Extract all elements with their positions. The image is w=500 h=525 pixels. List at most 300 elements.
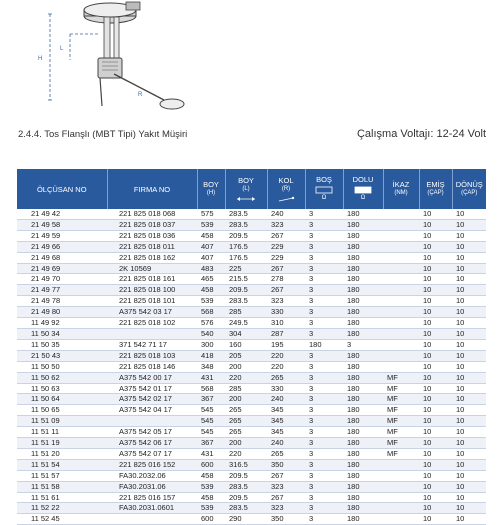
table-cell: 265 bbox=[225, 405, 267, 416]
table-cell: 3 bbox=[305, 514, 343, 525]
header-bos: BOŞ Ω bbox=[305, 169, 343, 209]
table-cell: 3 bbox=[305, 503, 343, 514]
table-cell: 345 bbox=[267, 405, 305, 416]
table-cell: 348 bbox=[197, 361, 225, 372]
table-cell bbox=[383, 492, 419, 503]
table-cell: 240 bbox=[267, 209, 305, 219]
table-cell: 10 bbox=[419, 361, 452, 372]
voltage-note: Çalışma Voltajı: 12-24 Volt bbox=[356, 128, 486, 140]
table-cell: 458 bbox=[197, 492, 225, 503]
table-cell: 285 bbox=[225, 383, 267, 394]
table-cell bbox=[383, 230, 419, 241]
table-cell: MF bbox=[383, 394, 419, 405]
table-cell: 265 bbox=[267, 372, 305, 383]
table-row bbox=[17, 274, 486, 285]
table-cell: 431 bbox=[197, 372, 225, 383]
table-cell: 11 50 64 bbox=[17, 394, 107, 405]
table-cell: 180 bbox=[343, 274, 383, 285]
table-cell: 3 bbox=[305, 427, 343, 438]
table-cell: 180 bbox=[343, 219, 383, 230]
table-cell: 3 bbox=[305, 318, 343, 329]
table-cell: 180 bbox=[343, 405, 383, 416]
table-cell: 10 bbox=[452, 492, 486, 503]
table-cell: 458 bbox=[197, 470, 225, 481]
table-cell: 10 bbox=[452, 459, 486, 470]
table-cell: 10 bbox=[419, 438, 452, 449]
table-cell: 10 bbox=[452, 481, 486, 492]
table-row bbox=[17, 405, 486, 416]
table-cell: 180 bbox=[343, 307, 383, 318]
table-cell: 221 825 018 102 bbox=[107, 318, 197, 329]
table-cell: 267 bbox=[267, 285, 305, 296]
table-cell: 209.5 bbox=[225, 492, 267, 503]
table-cell: 10 bbox=[419, 339, 452, 350]
table-cell: 407 bbox=[197, 241, 225, 252]
table-cell: 180 bbox=[343, 285, 383, 296]
header-olcusan-no: ÖLÇÜSAN NO bbox=[17, 169, 107, 209]
table-cell: 323 bbox=[267, 296, 305, 307]
full-tank-icon bbox=[354, 186, 372, 194]
table-cell: 220 bbox=[267, 361, 305, 372]
table-cell: 283.5 bbox=[225, 296, 267, 307]
table-row bbox=[17, 230, 486, 241]
table-cell: 10 bbox=[452, 394, 486, 405]
table-cell: 278 bbox=[267, 274, 305, 285]
table-cell: 10 bbox=[452, 252, 486, 263]
table-cell: 10 bbox=[419, 492, 452, 503]
table-cell: 180 bbox=[343, 328, 383, 339]
table-cell: 316.5 bbox=[225, 459, 267, 470]
table-row bbox=[17, 328, 486, 339]
table-cell: 21 49 70 bbox=[17, 274, 107, 285]
table-cell: A375 542 01 17 bbox=[107, 383, 197, 394]
table-row bbox=[17, 318, 486, 329]
table-cell: 221 825 018 068 bbox=[107, 209, 197, 219]
table-row bbox=[17, 383, 486, 394]
table-cell: 11 51 11 bbox=[17, 427, 107, 438]
table-cell: 10 bbox=[419, 296, 452, 307]
table-cell: 10 bbox=[419, 318, 452, 329]
table-cell: 10 bbox=[419, 285, 452, 296]
table-cell: 545 bbox=[197, 416, 225, 427]
table-cell: FA30.2031.0601 bbox=[107, 503, 197, 514]
table-cell: 180 bbox=[343, 470, 383, 481]
table-cell: 180 bbox=[343, 361, 383, 372]
table-cell: 3 bbox=[305, 219, 343, 230]
table-row bbox=[17, 252, 486, 263]
table-cell: 225 bbox=[225, 263, 267, 274]
table-cell: 176.5 bbox=[225, 252, 267, 263]
svg-text:H: H bbox=[38, 56, 43, 62]
table-cell: 10 bbox=[452, 209, 486, 219]
table-cell: 3 bbox=[305, 470, 343, 481]
table-cell: 3 bbox=[305, 459, 343, 470]
table-cell: 229 bbox=[267, 252, 305, 263]
table-cell: 10 bbox=[452, 263, 486, 274]
table-cell: 3 bbox=[305, 241, 343, 252]
table-cell: 10 bbox=[452, 416, 486, 427]
table-cell: 3 bbox=[305, 448, 343, 459]
table-cell: 575 bbox=[197, 209, 225, 219]
table-cell: FA30.2031.06 bbox=[107, 481, 197, 492]
double-arrow-icon bbox=[235, 196, 257, 202]
table-row bbox=[17, 416, 486, 427]
table-row bbox=[17, 492, 486, 503]
table-cell: 10 bbox=[452, 427, 486, 438]
table-cell: 345 bbox=[267, 427, 305, 438]
table-cell: 304 bbox=[225, 328, 267, 339]
table-cell: 11 50 34 bbox=[17, 328, 107, 339]
table-cell: 418 bbox=[197, 350, 225, 361]
table-cell: 323 bbox=[267, 219, 305, 230]
table-cell: 407 bbox=[197, 252, 225, 263]
table-cell: A375 542 05 17 bbox=[107, 427, 197, 438]
table-cell: 11 50 62 bbox=[17, 372, 107, 383]
table-cell: 180 bbox=[343, 241, 383, 252]
table-cell: 221 825 018 100 bbox=[107, 285, 197, 296]
table-cell: 3 bbox=[305, 274, 343, 285]
table-cell: 11 51 61 bbox=[17, 492, 107, 503]
table-cell: 249.5 bbox=[225, 318, 267, 329]
table-cell: 283.5 bbox=[225, 219, 267, 230]
table-cell bbox=[107, 328, 197, 339]
table-row bbox=[17, 394, 486, 405]
table-cell bbox=[383, 481, 419, 492]
table-cell: 539 bbox=[197, 296, 225, 307]
table-cell: 209.5 bbox=[225, 230, 267, 241]
table-cell: 287 bbox=[267, 328, 305, 339]
table-cell bbox=[383, 503, 419, 514]
table-cell: 3 bbox=[305, 350, 343, 361]
table-row bbox=[17, 427, 486, 438]
table-cell: 290 bbox=[225, 514, 267, 525]
table-cell: 539 bbox=[197, 481, 225, 492]
table-cell: 568 bbox=[197, 383, 225, 394]
table-cell: 180 bbox=[343, 481, 383, 492]
table-cell: A375 542 06 17 bbox=[107, 438, 197, 449]
table-cell: 3 bbox=[305, 252, 343, 263]
table-cell: 221 825 018 161 bbox=[107, 274, 197, 285]
table-cell: A375 542 02 17 bbox=[107, 394, 197, 405]
table-cell: 221 825 018 101 bbox=[107, 296, 197, 307]
table-cell: 220 bbox=[225, 448, 267, 459]
table-cell bbox=[383, 328, 419, 339]
table-cell: 11 51 57 bbox=[17, 470, 107, 481]
section-caption: 2.4.4. Tos Flanşlı (MBT Tipi) Yakıt Müşiri bbox=[18, 129, 188, 140]
table-cell: 180 bbox=[343, 230, 383, 241]
table-cell: 10 bbox=[452, 405, 486, 416]
table-cell: 215.5 bbox=[225, 274, 267, 285]
table-cell: 283.5 bbox=[225, 209, 267, 219]
table-cell: 3 bbox=[305, 328, 343, 339]
table-cell: 600 bbox=[197, 514, 225, 525]
table-row bbox=[17, 481, 486, 492]
table-row bbox=[17, 448, 486, 459]
table-cell: 3 bbox=[305, 230, 343, 241]
table-cell: 265 bbox=[267, 448, 305, 459]
table-cell: 10 bbox=[419, 503, 452, 514]
table-cell: 195 bbox=[267, 339, 305, 350]
table-cell bbox=[383, 318, 419, 329]
table-cell: 10 bbox=[452, 285, 486, 296]
table-cell: 11 51 58 bbox=[17, 481, 107, 492]
table-cell: A375 542 04 17 bbox=[107, 405, 197, 416]
table-cell: 350 bbox=[267, 514, 305, 525]
table-cell: 180 bbox=[343, 492, 383, 503]
table-cell: 11 50 35 bbox=[17, 339, 107, 350]
table-cell: 3 bbox=[305, 416, 343, 427]
table-cell: 539 bbox=[197, 503, 225, 514]
table-cell: 267 bbox=[267, 470, 305, 481]
table-row bbox=[17, 296, 486, 307]
table-cell: 10 bbox=[419, 394, 452, 405]
table-cell: 176.5 bbox=[225, 241, 267, 252]
table-cell: 300 bbox=[197, 339, 225, 350]
table-cell: 220 bbox=[225, 372, 267, 383]
empty-tank-icon bbox=[315, 186, 333, 194]
table-row bbox=[17, 241, 486, 252]
table-row bbox=[17, 285, 486, 296]
table-cell: 431 bbox=[197, 448, 225, 459]
table-cell: 180 bbox=[343, 263, 383, 274]
header-boy-h: BOY (H) bbox=[197, 169, 225, 209]
table-cell: 180 bbox=[305, 339, 343, 350]
table-cell: 3 bbox=[305, 209, 343, 219]
table-cell: 21 49 66 bbox=[17, 241, 107, 252]
table-row bbox=[17, 219, 486, 230]
table-row bbox=[17, 209, 486, 219]
lever-arm-icon bbox=[277, 196, 295, 203]
table-row bbox=[17, 339, 486, 350]
table-cell: 10 bbox=[452, 307, 486, 318]
table-row bbox=[17, 459, 486, 470]
table-cell: 10 bbox=[419, 219, 452, 230]
table-cell: 21 49 68 bbox=[17, 252, 107, 263]
table-cell: 10 bbox=[419, 307, 452, 318]
table-cell: 10 bbox=[419, 427, 452, 438]
header-dolu: DOLU Ω bbox=[343, 169, 383, 209]
svg-text:R: R bbox=[138, 92, 143, 98]
table-cell: 3 bbox=[305, 285, 343, 296]
table-cell: 283.5 bbox=[225, 503, 267, 514]
table-cell: 10 bbox=[452, 383, 486, 394]
table-cell: 10 bbox=[419, 241, 452, 252]
table-cell: 180 bbox=[343, 514, 383, 525]
table-cell: 3 bbox=[305, 438, 343, 449]
table-cell: 160 bbox=[225, 339, 267, 350]
table-cell: 267 bbox=[267, 492, 305, 503]
table-cell bbox=[383, 241, 419, 252]
table-cell: 11 50 65 bbox=[17, 405, 107, 416]
table-cell: 265 bbox=[225, 427, 267, 438]
table-cell: 21 49 69 bbox=[17, 263, 107, 274]
table-cell: 323 bbox=[267, 503, 305, 514]
table-cell: 180 bbox=[343, 318, 383, 329]
table-cell: 545 bbox=[197, 427, 225, 438]
table-cell: 3 bbox=[305, 383, 343, 394]
table-cell: 2K 10569 bbox=[107, 263, 197, 274]
table-cell: 3 bbox=[305, 405, 343, 416]
table-cell: 221 825 016 157 bbox=[107, 492, 197, 503]
table-cell: 10 bbox=[452, 438, 486, 449]
table-cell: 21 49 59 bbox=[17, 230, 107, 241]
table-cell: 3 bbox=[305, 307, 343, 318]
table-cell: 21 49 77 bbox=[17, 285, 107, 296]
table-cell: A375 542 00 17 bbox=[107, 372, 197, 383]
table-cell: 221 825 018 162 bbox=[107, 252, 197, 263]
table-cell: 283.5 bbox=[225, 481, 267, 492]
table-cell: A375 542 03 17 bbox=[107, 307, 197, 318]
table-cell: 10 bbox=[419, 416, 452, 427]
header-kol-r: KOL (R) bbox=[267, 169, 305, 209]
table-cell: 10 bbox=[452, 361, 486, 372]
table-cell: 10 bbox=[419, 405, 452, 416]
table-cell: 180 bbox=[343, 252, 383, 263]
table-cell: 10 bbox=[452, 241, 486, 252]
product-table bbox=[17, 169, 486, 525]
svg-text:L: L bbox=[60, 46, 64, 52]
table-cell: 180 bbox=[343, 448, 383, 459]
table-cell: 285 bbox=[225, 307, 267, 318]
table-cell bbox=[383, 350, 419, 361]
table-cell: 209.5 bbox=[225, 285, 267, 296]
table-cell: 10 bbox=[452, 219, 486, 230]
table-row bbox=[17, 503, 486, 514]
table-cell: 11 52 45 bbox=[17, 514, 107, 525]
table-cell: 221 825 018 036 bbox=[107, 230, 197, 241]
table-cell: 367 bbox=[197, 438, 225, 449]
table-cell: 458 bbox=[197, 285, 225, 296]
table-cell: 180 bbox=[343, 296, 383, 307]
table-cell: 180 bbox=[343, 503, 383, 514]
table-cell: A375 542 07 17 bbox=[107, 448, 197, 459]
table-cell: 180 bbox=[343, 416, 383, 427]
table-cell: 3 bbox=[305, 263, 343, 274]
table-cell: 10 bbox=[419, 383, 452, 394]
table-cell: 10 bbox=[419, 481, 452, 492]
table-cell bbox=[107, 514, 197, 525]
table-cell: 483 bbox=[197, 263, 225, 274]
table-cell: MF bbox=[383, 438, 419, 449]
table-cell: 10 bbox=[419, 230, 452, 241]
table-cell: 10 bbox=[419, 252, 452, 263]
table-cell: 10 bbox=[419, 350, 452, 361]
table-cell bbox=[107, 416, 197, 427]
table-cell: 265 bbox=[225, 416, 267, 427]
table-cell: 10 bbox=[452, 448, 486, 459]
header-emis: EMİŞ (ÇAP) bbox=[419, 169, 452, 209]
table-cell: FA30.2032.06 bbox=[107, 470, 197, 481]
table-cell bbox=[383, 209, 419, 219]
table-body bbox=[17, 209, 486, 525]
table-cell bbox=[383, 307, 419, 318]
table-cell: 11 52 22 bbox=[17, 503, 107, 514]
table-cell: MF bbox=[383, 405, 419, 416]
table-row bbox=[17, 263, 486, 274]
table-cell: 3 bbox=[305, 394, 343, 405]
table-cell: 21 49 58 bbox=[17, 219, 107, 230]
table-cell: 11 51 54 bbox=[17, 459, 107, 470]
table-cell: 220 bbox=[267, 350, 305, 361]
table-cell: 10 bbox=[452, 470, 486, 481]
table-cell bbox=[383, 296, 419, 307]
table-cell: 10 bbox=[452, 318, 486, 329]
table-cell: 465 bbox=[197, 274, 225, 285]
table-cell: 323 bbox=[267, 481, 305, 492]
table-cell: 180 bbox=[343, 438, 383, 449]
table-cell: 10 bbox=[452, 503, 486, 514]
table-cell: MF bbox=[383, 416, 419, 427]
table-cell: 267 bbox=[267, 263, 305, 274]
table-cell: 345 bbox=[267, 416, 305, 427]
table-cell: 10 bbox=[452, 350, 486, 361]
table-cell: 180 bbox=[343, 427, 383, 438]
table-cell: 10 bbox=[419, 372, 452, 383]
table-cell: 221 825 018 103 bbox=[107, 350, 197, 361]
table-cell: 10 bbox=[419, 209, 452, 219]
table-cell: 21 49 78 bbox=[17, 296, 107, 307]
table-cell: 10 bbox=[419, 263, 452, 274]
table-cell: MF bbox=[383, 372, 419, 383]
table-cell bbox=[383, 274, 419, 285]
table-cell: 11 50 63 bbox=[17, 383, 107, 394]
table-row bbox=[17, 350, 486, 361]
table-cell: 11 51 20 bbox=[17, 448, 107, 459]
table-row bbox=[17, 307, 486, 318]
table-cell: 221 825 018 146 bbox=[107, 361, 197, 372]
table-cell: 10 bbox=[452, 296, 486, 307]
table-cell: 11 50 50 bbox=[17, 361, 107, 372]
table-cell: 350 bbox=[267, 459, 305, 470]
table-cell: 200 bbox=[225, 438, 267, 449]
table-header-row bbox=[17, 169, 486, 209]
table-cell: 10 bbox=[419, 448, 452, 459]
table-cell: 600 bbox=[197, 459, 225, 470]
table-cell: 3 bbox=[305, 361, 343, 372]
table-cell: 10 bbox=[419, 514, 452, 525]
table-cell bbox=[383, 252, 419, 263]
table-cell: MF bbox=[383, 383, 419, 394]
table-cell: 21 49 80 bbox=[17, 307, 107, 318]
table-cell: 229 bbox=[267, 241, 305, 252]
table-cell bbox=[383, 219, 419, 230]
header-boy-l: BOY (L) bbox=[225, 169, 267, 209]
table-row bbox=[17, 470, 486, 481]
table-cell: 10 bbox=[419, 328, 452, 339]
table-cell bbox=[383, 459, 419, 470]
table-cell: 11 51 09 bbox=[17, 416, 107, 427]
table-cell: 11 51 19 bbox=[17, 438, 107, 449]
table-cell bbox=[383, 470, 419, 481]
fuel-sender-illustration bbox=[30, 0, 190, 112]
table-cell: 240 bbox=[267, 394, 305, 405]
table-cell: 458 bbox=[197, 230, 225, 241]
table-cell: 180 bbox=[343, 383, 383, 394]
table-cell: 180 bbox=[343, 394, 383, 405]
table-cell bbox=[383, 285, 419, 296]
table-cell: 10 bbox=[452, 339, 486, 350]
table-cell: 540 bbox=[197, 328, 225, 339]
table-cell bbox=[383, 361, 419, 372]
table-cell: 209.5 bbox=[225, 470, 267, 481]
table-cell: 10 bbox=[419, 274, 452, 285]
table-cell: 221 825 018 037 bbox=[107, 219, 197, 230]
table-cell: 3 bbox=[305, 372, 343, 383]
table-cell: 200 bbox=[225, 361, 267, 372]
table-cell: 205 bbox=[225, 350, 267, 361]
table-row bbox=[17, 514, 486, 525]
table-cell: 240 bbox=[267, 438, 305, 449]
